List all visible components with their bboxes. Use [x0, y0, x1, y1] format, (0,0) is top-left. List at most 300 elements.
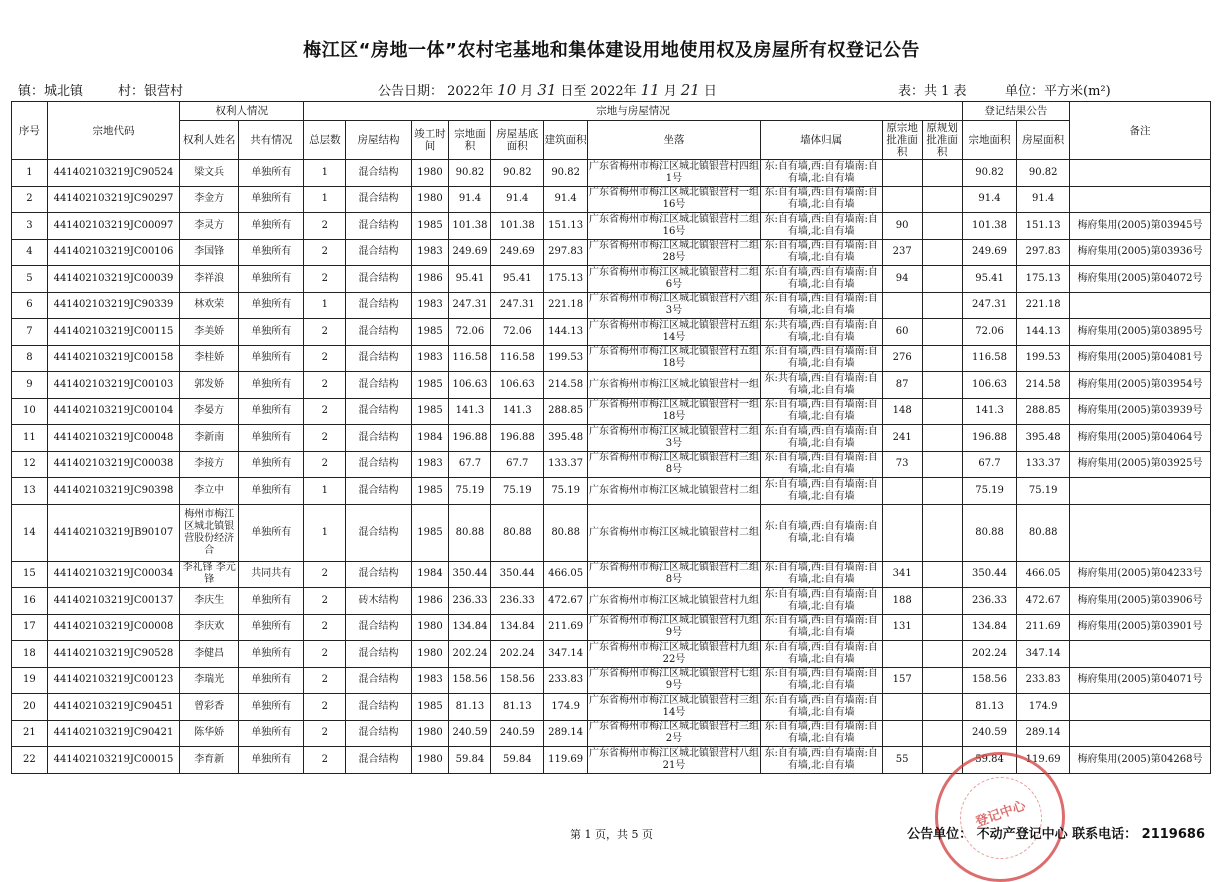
cell-land-area: 236.33	[449, 588, 491, 615]
cell-location: 广东省梅州市梅江区城北镇银营村二组3号	[588, 425, 760, 452]
cell-build-area: 151.13	[544, 213, 588, 240]
cell-orig-approved	[882, 160, 922, 187]
cell-land-area: 91.4	[449, 186, 491, 213]
cell-share: 单独所有	[239, 478, 304, 505]
cell-orig-planned	[922, 614, 962, 641]
cell-wall: 东:自有墙,西:自有墙南:自有墙,北:自有墙	[760, 720, 882, 747]
cell-res-house: 289.14	[1017, 720, 1070, 747]
table-row	[12, 694, 1211, 721]
cell-wall: 东:自有墙,西:自有墙南:自有墙,北:自有墙	[760, 614, 882, 641]
cell-remark	[1069, 186, 1210, 213]
cell-year: 1983	[411, 667, 449, 694]
cell-orig-planned	[922, 425, 962, 452]
cell-seq: 16	[12, 588, 48, 615]
cell-structure: 混合结构	[346, 372, 411, 399]
cell-seq: 18	[12, 641, 48, 668]
cell-code: 441402103219JC90398	[47, 478, 180, 505]
cell-floors: 1	[304, 478, 346, 505]
cell-res-land: 116.58	[962, 345, 1017, 372]
cell-land-area: 134.84	[449, 614, 491, 641]
cell-orig-planned	[922, 266, 962, 293]
header-owner-name: 权利人姓名	[180, 121, 239, 160]
cell-wall: 东:自有墙,西:自有墙南:自有墙,北:自有墙	[760, 266, 882, 293]
cell-floors: 2	[304, 239, 346, 266]
cell-structure: 混合结构	[346, 239, 411, 266]
cell-orig-approved	[882, 292, 922, 319]
cell-location: 广东省梅州市梅江区城北镇银营村一组16号	[588, 186, 760, 213]
cell-floors: 2	[304, 345, 346, 372]
cell-share: 单独所有	[239, 667, 304, 694]
cell-structure: 混合结构	[346, 160, 411, 187]
cell-remark: 梅府集用(2005)第03895号	[1069, 319, 1210, 346]
cell-orig-approved: 131	[882, 614, 922, 641]
cell-remark: 梅府集用(2005)第03939号	[1069, 398, 1210, 425]
cell-res-land: 101.38	[962, 213, 1017, 240]
cell-location: 广东省梅州市梅江区城北镇银营村三组8号	[588, 451, 760, 478]
cell-share: 单独所有	[239, 588, 304, 615]
cell-base-area: 249.69	[491, 239, 544, 266]
cell-base-area: 95.41	[491, 266, 544, 293]
cell-floors: 2	[304, 747, 346, 774]
cell-location: 广东省梅州市梅江区城北镇银营村九组22号	[588, 641, 760, 668]
cell-build-area: 199.53	[544, 345, 588, 372]
cell-orig-approved	[882, 694, 922, 721]
cell-land-area: 80.88	[449, 504, 491, 561]
cell-location: 广东省梅州市梅江区城北镇银营村一组	[588, 372, 760, 399]
table-row	[12, 504, 1211, 561]
cell-seq: 5	[12, 266, 48, 293]
cell-remark: 梅府集用(2005)第03925号	[1069, 451, 1210, 478]
cell-wall: 东:自有墙,西:自有墙南:自有墙,北:自有墙	[760, 504, 882, 561]
cell-owner-name: 李庆欢	[180, 614, 239, 641]
cell-remark: 梅府集用(2005)第03936号	[1069, 239, 1210, 266]
cell-code: 441402103219JC00038	[47, 451, 180, 478]
announcement-date	[378, 80, 717, 100]
cell-res-house: 151.13	[1017, 213, 1070, 240]
cell-res-land: 106.63	[962, 372, 1017, 399]
cell-wall: 东:自有墙,西:自有墙南:自有墙,北:自有墙	[760, 588, 882, 615]
table-row	[12, 372, 1211, 399]
cell-res-house: 91.4	[1017, 186, 1070, 213]
cell-build-area: 90.82	[544, 160, 588, 187]
table-row	[12, 266, 1211, 293]
cell-base-area: 196.88	[491, 425, 544, 452]
header-right-holder: 权利人情况	[180, 102, 304, 121]
cell-orig-approved: 73	[882, 451, 922, 478]
cell-code: 441402103219JC00106	[47, 239, 180, 266]
cell-year: 1980	[411, 186, 449, 213]
cell-build-area: 91.4	[544, 186, 588, 213]
cell-orig-planned	[922, 160, 962, 187]
cell-orig-approved: 276	[882, 345, 922, 372]
cell-code: 441402103219JC90421	[47, 720, 180, 747]
cell-res-land: 90.82	[962, 160, 1017, 187]
table-row	[12, 239, 1211, 266]
cell-location: 广东省梅州市梅江区城北镇银营村二组	[588, 504, 760, 561]
cell-structure: 混合结构	[346, 720, 411, 747]
page-title: 梅江区“房地一体”农村宅基地和集体建设用地使用权及房屋所有权登记公告	[303, 40, 920, 61]
cell-land-area: 90.82	[449, 160, 491, 187]
table-row	[12, 451, 1211, 478]
cell-build-area: 174.9	[544, 694, 588, 721]
cell-remark: 梅府集用(2005)第03901号	[1069, 614, 1210, 641]
cell-floors: 2	[304, 694, 346, 721]
cell-build-area: 289.14	[544, 720, 588, 747]
cell-seq: 15	[12, 561, 48, 588]
table-row	[12, 398, 1211, 425]
cell-res-house: 133.37	[1017, 451, 1070, 478]
cell-floors: 2	[304, 614, 346, 641]
header-orig-approved: 原宗地批准面积	[882, 121, 922, 160]
cell-code: 441402103219JC00034	[47, 561, 180, 588]
cell-build-area: 133.37	[544, 451, 588, 478]
cell-year: 1983	[411, 451, 449, 478]
cell-res-house: 199.53	[1017, 345, 1070, 372]
header-share: 共有情况	[239, 121, 304, 160]
header-base-area: 房屋基底面积	[491, 121, 544, 160]
cell-share: 单独所有	[239, 186, 304, 213]
cell-res-house: 214.58	[1017, 372, 1070, 399]
cell-year: 1985	[411, 398, 449, 425]
cell-seq: 7	[12, 319, 48, 346]
cell-structure: 混合结构	[346, 425, 411, 452]
cell-floors: 2	[304, 213, 346, 240]
registration-table	[11, 101, 1211, 774]
cell-seq: 8	[12, 345, 48, 372]
cell-seq: 6	[12, 292, 48, 319]
cell-res-land: 202.24	[962, 641, 1017, 668]
cell-remark: 梅府集用(2005)第03906号	[1069, 588, 1210, 615]
cell-year: 1983	[411, 292, 449, 319]
cell-floors: 2	[304, 266, 346, 293]
header-wall: 墙体归属	[760, 121, 882, 160]
cell-remark: 梅府集用(2005)第04072号	[1069, 266, 1210, 293]
table-row	[12, 720, 1211, 747]
cell-base-area: 59.84	[491, 747, 544, 774]
cell-res-house: 144.13	[1017, 319, 1070, 346]
cell-share: 单独所有	[239, 239, 304, 266]
cell-owner-name: 李育新	[180, 747, 239, 774]
cell-orig-planned	[922, 451, 962, 478]
cell-share: 单独所有	[239, 641, 304, 668]
cell-floors: 2	[304, 720, 346, 747]
cell-location: 广东省梅州市梅江区城北镇银营村二组16号	[588, 213, 760, 240]
cell-owner-name: 李健昌	[180, 641, 239, 668]
header-land-area: 宗地面积	[449, 121, 491, 160]
cell-orig-approved	[882, 186, 922, 213]
cell-land-area: 158.56	[449, 667, 491, 694]
cell-build-area: 297.83	[544, 239, 588, 266]
cell-remark: 梅府集用(2005)第03945号	[1069, 213, 1210, 240]
cell-owner-name: 李金方	[180, 186, 239, 213]
cell-year: 1980	[411, 160, 449, 187]
header-build-area: 建筑面积	[544, 121, 588, 160]
cell-orig-planned	[922, 641, 962, 668]
cell-seq: 17	[12, 614, 48, 641]
cell-wall: 东:自有墙,西:自有墙南:自有墙,北:自有墙	[760, 292, 882, 319]
cell-orig-approved: 90	[882, 213, 922, 240]
cell-structure: 混合结构	[346, 319, 411, 346]
cell-wall: 东:自有墙,西:自有墙南:自有墙,北:自有墙	[760, 747, 882, 774]
cell-structure: 混合结构	[346, 292, 411, 319]
table-row	[12, 319, 1211, 346]
cell-res-land: 80.88	[962, 504, 1017, 561]
cell-build-area: 221.18	[544, 292, 588, 319]
cell-year: 1983	[411, 239, 449, 266]
cell-build-area: 466.05	[544, 561, 588, 588]
cell-res-land: 158.56	[962, 667, 1017, 694]
cell-res-land: 249.69	[962, 239, 1017, 266]
cell-base-area: 81.13	[491, 694, 544, 721]
cell-orig-approved: 237	[882, 239, 922, 266]
cell-floors: 2	[304, 319, 346, 346]
cell-orig-approved: 157	[882, 667, 922, 694]
cell-code: 441402103219JC90524	[47, 160, 180, 187]
cell-build-area: 119.69	[544, 747, 588, 774]
cell-floors: 2	[304, 372, 346, 399]
cell-orig-planned	[922, 372, 962, 399]
cell-owner-name: 梁文兵	[180, 160, 239, 187]
cell-owner-name: 李瑞光	[180, 667, 239, 694]
cell-res-land: 72.06	[962, 319, 1017, 346]
cell-seq: 21	[12, 720, 48, 747]
table-row	[12, 213, 1211, 240]
cell-location: 广东省梅州市梅江区城北镇银营村五组18号	[588, 345, 760, 372]
cell-structure: 混合结构	[346, 451, 411, 478]
cell-land-area: 59.84	[449, 747, 491, 774]
cell-owner-name: 李美娇	[180, 319, 239, 346]
cell-owner-name: 李新南	[180, 425, 239, 452]
unit-label: 单位：平方米(m²)	[1005, 84, 1111, 99]
table-row	[12, 186, 1211, 213]
cell-orig-approved	[882, 504, 922, 561]
cell-year: 1985	[411, 319, 449, 346]
cell-code: 441402103219JB90107	[47, 504, 180, 561]
cell-base-area: 116.58	[491, 345, 544, 372]
cell-code: 441402103219JC00097	[47, 213, 180, 240]
town-label: 镇：城北镇	[18, 84, 84, 99]
cell-share: 单独所有	[239, 398, 304, 425]
cell-wall: 东:自有墙,西:自有墙南:自有墙,北:自有墙	[760, 641, 882, 668]
cell-res-land: 247.31	[962, 292, 1017, 319]
cell-owner-name: 林欢荣	[180, 292, 239, 319]
cell-res-house: 347.14	[1017, 641, 1070, 668]
cell-code: 441402103219JC90339	[47, 292, 180, 319]
cell-location: 广东省梅州市梅江区城北镇银营村八组21号	[588, 747, 760, 774]
cell-seq: 4	[12, 239, 48, 266]
cell-floors: 2	[304, 425, 346, 452]
cell-code: 441402103219JC00103	[47, 372, 180, 399]
cell-structure: 混合结构	[346, 694, 411, 721]
table-row	[12, 425, 1211, 452]
header-structure: 房屋结构	[346, 121, 411, 160]
cell-orig-approved	[882, 720, 922, 747]
date-sep-2: 日至 2022年	[560, 84, 637, 99]
cell-orig-planned	[922, 292, 962, 319]
cell-base-area: 236.33	[491, 588, 544, 615]
cell-build-area: 144.13	[544, 319, 588, 346]
cell-remark: 梅府集用(2005)第04081号	[1069, 345, 1210, 372]
cell-floors: 1	[304, 504, 346, 561]
cell-wall: 东:共有墙,西:自有墙南:自有墙,北:自有墙	[760, 372, 882, 399]
date-sep-1: 月	[520, 84, 534, 99]
cell-location: 广东省梅州市梅江区城北镇银营村四组1号	[588, 160, 760, 187]
cell-res-land: 196.88	[962, 425, 1017, 452]
table-row	[12, 345, 1211, 372]
cell-res-land: 236.33	[962, 588, 1017, 615]
cell-res-house: 221.18	[1017, 292, 1070, 319]
cell-seq: 14	[12, 504, 48, 561]
cell-owner-name: 李桂娇	[180, 345, 239, 372]
cell-remark: 梅府集用(2005)第04268号	[1069, 747, 1210, 774]
cell-floors: 2	[304, 641, 346, 668]
cell-orig-planned	[922, 345, 962, 372]
cell-floors: 2	[304, 561, 346, 588]
cell-res-house: 175.13	[1017, 266, 1070, 293]
cell-orig-planned	[922, 239, 962, 266]
cell-remark	[1069, 160, 1210, 187]
cell-wall: 东:自有墙,西:自有墙南:自有墙,北:自有墙	[760, 451, 882, 478]
cell-land-area: 67.7	[449, 451, 491, 478]
cell-land-area: 196.88	[449, 425, 491, 452]
cell-location: 广东省梅州市梅江区城北镇银营村二组	[588, 478, 760, 505]
cell-owner-name: 李接方	[180, 451, 239, 478]
cell-res-house: 119.69	[1017, 747, 1070, 774]
cell-land-area: 141.3	[449, 398, 491, 425]
cell-seq: 2	[12, 186, 48, 213]
cell-year: 1983	[411, 345, 449, 372]
cell-owner-name: 陈华娇	[180, 720, 239, 747]
header-remark: 备注	[1069, 102, 1210, 160]
cell-code: 441402103219JC00008	[47, 614, 180, 641]
cell-owner-name: 李庆生	[180, 588, 239, 615]
cell-wall: 东:自有墙,西:自有墙南:自有墙,北:自有墙	[760, 186, 882, 213]
cell-year: 1984	[411, 561, 449, 588]
cell-res-land: 95.41	[962, 266, 1017, 293]
cell-share: 单独所有	[239, 213, 304, 240]
date-sep-3: 月	[663, 84, 677, 99]
cell-owner-name: 李祥浪	[180, 266, 239, 293]
cell-seq: 3	[12, 213, 48, 240]
cell-orig-planned	[922, 319, 962, 346]
cell-build-area: 288.85	[544, 398, 588, 425]
cell-base-area: 202.24	[491, 641, 544, 668]
cell-year: 1985	[411, 478, 449, 505]
cell-land-area: 95.41	[449, 266, 491, 293]
cell-seq: 22	[12, 747, 48, 774]
cell-build-area: 233.83	[544, 667, 588, 694]
cell-owner-name: 李晏方	[180, 398, 239, 425]
cell-build-area: 75.19	[544, 478, 588, 505]
cell-land-area: 101.38	[449, 213, 491, 240]
cell-location: 广东省梅州市梅江区城北镇银营村七组9号	[588, 667, 760, 694]
cell-year: 1980	[411, 614, 449, 641]
cell-share: 单独所有	[239, 266, 304, 293]
cell-wall: 东:自有墙,西:自有墙南:自有墙,北:自有墙	[760, 561, 882, 588]
cell-location: 广东省梅州市梅江区城北镇银营村九组	[588, 588, 760, 615]
cell-res-land: 59.84	[962, 747, 1017, 774]
cell-orig-planned	[922, 398, 962, 425]
cell-res-house: 472.67	[1017, 588, 1070, 615]
header-result: 登记结果公告	[962, 102, 1069, 121]
date-start-month: 10	[497, 81, 517, 99]
cell-structure: 混合结构	[346, 561, 411, 588]
cell-base-area: 106.63	[491, 372, 544, 399]
cell-base-area: 75.19	[491, 478, 544, 505]
cell-share: 单独所有	[239, 160, 304, 187]
cell-floors: 2	[304, 398, 346, 425]
header-location: 坐落	[588, 121, 760, 160]
cell-base-area: 90.82	[491, 160, 544, 187]
cell-structure: 混合结构	[346, 186, 411, 213]
cell-floors: 2	[304, 667, 346, 694]
cell-floors: 1	[304, 186, 346, 213]
cell-res-house: 80.88	[1017, 504, 1070, 561]
cell-location: 广东省梅州市梅江区城北镇银营村二组8号	[588, 561, 760, 588]
cell-year: 1985	[411, 694, 449, 721]
cell-structure: 混合结构	[346, 747, 411, 774]
cell-share: 单独所有	[239, 504, 304, 561]
cell-structure: 混合结构	[346, 614, 411, 641]
cell-year: 1980	[411, 747, 449, 774]
header-seq: 序号	[12, 102, 48, 160]
cell-orig-approved: 241	[882, 425, 922, 452]
cell-remark: 梅府集用(2005)第04064号	[1069, 425, 1210, 452]
cell-orig-approved	[882, 641, 922, 668]
table-row	[12, 160, 1211, 187]
cell-res-land: 240.59	[962, 720, 1017, 747]
cell-orig-approved: 94	[882, 266, 922, 293]
cell-location: 广东省梅州市梅江区城北镇银营村二组28号	[588, 239, 760, 266]
cell-structure: 混合结构	[346, 266, 411, 293]
cell-res-house: 90.82	[1017, 160, 1070, 187]
date-end-day: 21	[680, 81, 700, 99]
header-res-land: 宗地面积	[962, 121, 1017, 160]
cell-code: 441402103219JC00158	[47, 345, 180, 372]
cell-seq: 9	[12, 372, 48, 399]
cell-land-area: 81.13	[449, 694, 491, 721]
cell-seq: 13	[12, 478, 48, 505]
cell-land-area: 116.58	[449, 345, 491, 372]
cell-owner-name: 郭发娇	[180, 372, 239, 399]
cell-structure: 混合结构	[346, 345, 411, 372]
cell-wall: 东:共有墙,西:自有墙南:自有墙,北:自有墙	[760, 319, 882, 346]
cell-wall: 东:自有墙,西:自有墙南:自有墙,北:自有墙	[760, 213, 882, 240]
cell-base-area: 350.44	[491, 561, 544, 588]
cell-remark	[1069, 641, 1210, 668]
table-row	[12, 641, 1211, 668]
cell-structure: 混合结构	[346, 641, 411, 668]
cell-floors: 1	[304, 160, 346, 187]
cell-orig-planned	[922, 213, 962, 240]
cell-share: 单独所有	[239, 614, 304, 641]
cell-code: 441402103219JC90297	[47, 186, 180, 213]
cell-wall: 东:自有墙,西:自有墙南:自有墙,北:自有墙	[760, 478, 882, 505]
cell-year: 1985	[411, 504, 449, 561]
cell-base-area: 158.56	[491, 667, 544, 694]
cell-base-area: 247.31	[491, 292, 544, 319]
cell-orig-planned	[922, 694, 962, 721]
cell-seq: 19	[12, 667, 48, 694]
cell-build-area: 347.14	[544, 641, 588, 668]
header-orig-planned: 原规划批准面积	[922, 121, 962, 160]
cell-build-area: 175.13	[544, 266, 588, 293]
cell-location: 广东省梅州市梅江区城北镇银营村三组14号	[588, 694, 760, 721]
cell-base-area: 141.3	[491, 398, 544, 425]
cell-land-area: 72.06	[449, 319, 491, 346]
header-code: 宗地代码	[47, 102, 180, 160]
cell-orig-approved	[882, 478, 922, 505]
